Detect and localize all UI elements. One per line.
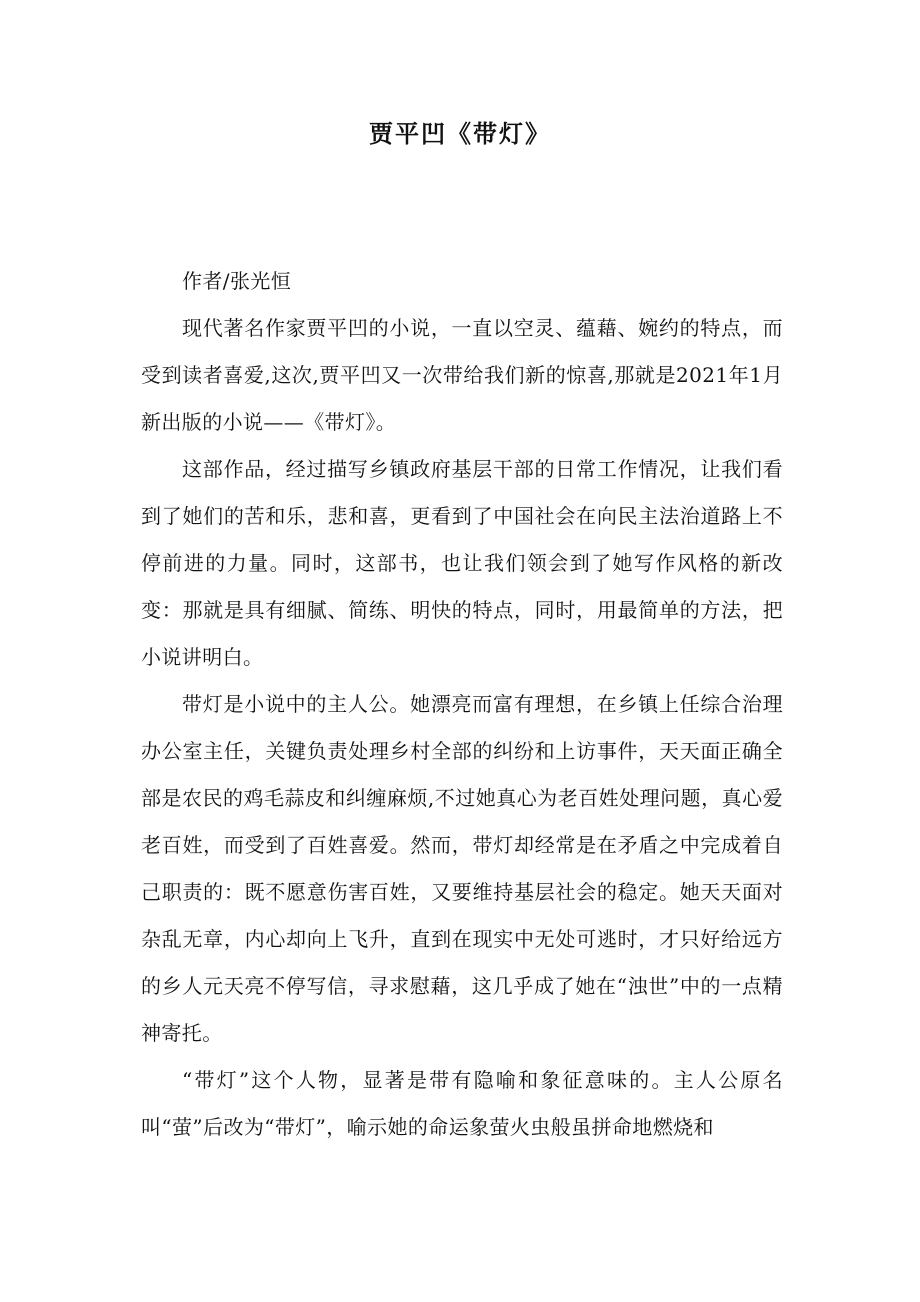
paragraph-1: 现代著名作家贾平凹的小说，一直以空灵、蕴藉、婉约的特点，而受到读者喜爱,这次,贾平凹又一次带给我们新的惊喜,那就是2021年1月新出版的小说——《带灯》。 — [141, 316, 783, 434]
paragraph-2: 这部作品，经过描写乡镇政府基层干部的日常工作情况，让我们看到了她们的苦和乐，悲和喜，更看到了中国社会在向民主法治道路上不停前进的力量。同时，这部书，也让我们领会到了她写作风格的新改变：那就是具有细腻、简练、明快的特点，同时，用最简单的方法，把小说讲明白。 — [141, 457, 783, 669]
paragraph-4: “带灯”这个人物，显著是带有隐喻和象征意味的。主人公原名叫“萤”后改为“带灯”，喻示她的命运象萤火虫般虽拼命地燃烧和 — [141, 1068, 783, 1139]
author-line: 作者/张光恒 — [182, 269, 292, 293]
document-title: 贾平凹《带灯》 — [369, 119, 551, 148]
paragraph-3: 带灯是小说中的主人公。她漂亮而富有理想，在乡镇上任综合治理办公室主任，关键负责处理乡村全部的纠纷和上访事件，天天面正确全部是农民的鸡毛蒜皮和纠缠麻烦,不过她真心为老百姓处理问题，真心爱老百姓，而受到了百姓喜爱。然而，带灯却经常是在矛盾之中完成着自己职责的：既不愿意伤害百姓，又要维持基层社会的稳定。她天天面对杂乱无章，内心却向上飞升，直到在现实中无处可逃时，才只好给远方的乡人元天亮不停写信，寻求慰藉，这几乎成了她在“浊世”中的一点精神寄托。 — [141, 692, 783, 1045]
document-body — [141, 258, 783, 1151]
